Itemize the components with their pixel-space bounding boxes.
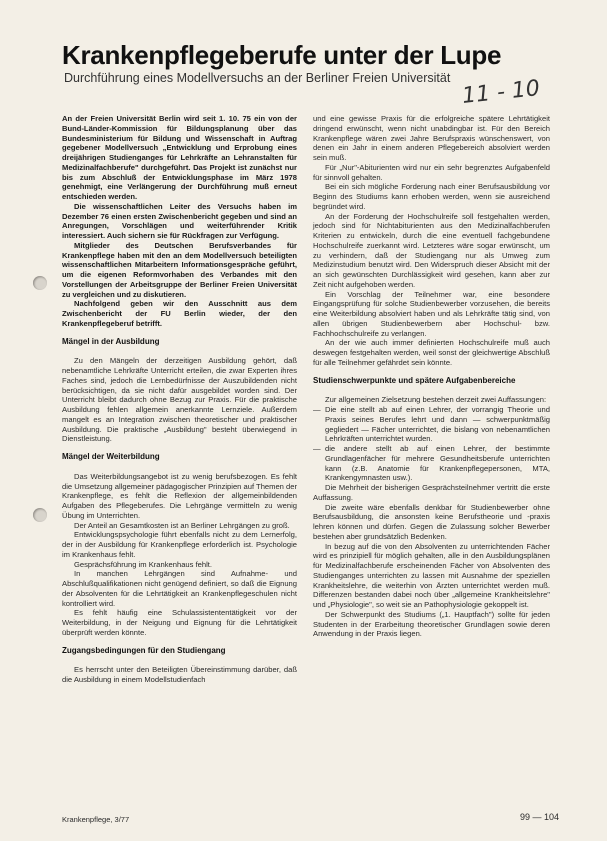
body-paragraph: Ein Vorschlag der Teilnehmer war, eine besondere Eingangsprüfung für solche Studienbewerber vorzusehen, die bereits eine Weiterbildung absolviert haben und als Lehrkräfte tätig sind, von allen übrigen Studienbewerbern aber Hochschul- bzw. Fachhochschulreife zu verlangen. [313,289,550,338]
footer-source: Krankenpflege, 3/77 [62,815,130,824]
body-paragraph: Es fehlt häufig eine Schulassistententätigkeit vor der Weiterbildung, in der Neigung und Eignung für die Lehrtätigkeit überprüft werden könnte. [62,608,297,637]
body-paragraph: An der Forderung der Hochschulreife soll festgehalten werden, jedoch sind für Nichtabiturienten aus den Medizinalfachberufen Kriterien zu entwickeln, durch die eine eventuell fachgebundene Hochschulreife zuerkannt wird. Letzteres wäre sogar erwünscht, um zu verhindern, daß der Studiengang nur als Umweg zum Medizinstudium benutzt wird. Den Widerspruch dieser Absicht mit der an sich gewünschten Durchlässigkeit wird gesehen, kann aber zur Zeit nicht aufgehoben werden. [313,211,550,289]
section-heading: Zugangsbedingungen für den Studiengang [62,645,226,655]
body-paragraph: Zu den Mängeln der derzeitigen Ausbildung gehört, daß nebenamtliche Lehrkräfte Unterricht erteilen, die zwar Experten ihres Faches sind, jedoch die Lernbedürfnisse der Auszubildenden nicht berücksichtigen, da sie nicht dafür ausgebildet worden sind. Der Unterricht bleibt dadurch ohne Bezug zur Praxis. Für die praktische Ausbildung fehlen allgemein anerkannte Lernziele. Außerdem mangelt es an Integration zwischen theoretischer und praktischer Ausbildung. Die praktische „Ausbildung" besteht überwiegend in Dienstleistung. [62,356,297,444]
body-paragraph: Das Weiterbildungsangebot ist zu wenig berufsbezogen. Es fehlt die Umsetzung allgemeiner pädagogischer Prinzipien auf Themen der Krankenpflege, es fehlt die Reflexion der allgemeinbildenden Aufgaben des Pflegeberufes. Die Lehrgänge vermitteln zu wenig Übung im Unterrichten. [62,471,297,520]
body-paragraph: Gesprächsführung im Krankenhaus fehlt. [74,559,213,569]
left-column [62,114,297,685]
intro-paragraph: Die wissenschaftlichen Leiter des Versuchs haben im Dezember 76 einen ersten Zwischenbericht gegeben und sind an Anregungen, Vorschlägen und weiterführender Kritik interessiert. Auch sichern sie für Rückfragen zur Verfügung. [62,201,297,240]
body-paragraph: In bezug auf die von den Absolventen zu unterrichtenden Fächer wird es prinzipiell für möglich gehalten, alle in den Ausbildungsplänen für Medizinalfachberufe erscheinenden Fächer von Absolventen des Studienganges unterrichten zu lassen mit Ausnahme der speziellen Krankheitslehre, die weiterhin von Ärzten unterrichtet werden muß. Differenzen bestanden dabei noch über „allgemeine Krankheitslehre" und „Physiologie", so weit sie an Pathophysiologie gekoppelt ist. [313,541,550,609]
body-paragraph: Die Mehrheit der bisherigen Gesprächsteilnehmer vertritt die erste Auffassung. [313,483,550,502]
list-item: — die andere stellt ab auf einen Lehrer, der bestimmte Grundlagenfächer für mehrere Gesundheitsberufe unterrichten kann (z.B. Anatomie für Krankenpflegepersonen, MTA, Krankengymnasten usw.). [325,444,550,483]
body-paragraph: An der wie auch immer definierten Hochschulreife muß auch deswegen festgehalten werden, weil sonst der gleichwertige Abschluß für alle Teilnehmer gefährdet sein könnte. [313,338,550,367]
body-paragraph: Bei ein sich mögliche Forderung nach einer Berufsausbildung vor Beginn des Studiums kann erhoben werden, wenn sie ausreichend begründet wird. [313,182,550,211]
dash-list [313,405,550,483]
body-paragraph: und eine gewisse Praxis für die erfolgreiche spätere Lehrtätigkeit dringend erwünscht, wenn nicht unabdingbar ist. Für den Bereich Krankenpflege wären zwei Jahre Berufspraxis wünschenswert, von denen ein Jahr in einem anderen Pflegebereich absolviert werden sein muß. [313,114,550,162]
intro-paragraph: An der Freien Universität Berlin wird seit 1. 10. 75 ein von der Bund-Länder-Kommission für Bildungsplanung über das Bundesministerium für Bildung und Wissenschaft in Auftrag gegebener Modellversuch „Entwicklung und Erprobung eines dreijährigen Studienganges für Lehrkräfte an Lehranstalten für Medizinalfachberufe" durchgeführt. Das Projekt ist zunächst nur bis zum Abschluß der Entwicklungsphase im März 1978 genehmigt, eine Verlängerung der Durchführung muß erneut entschieden werden. [62,114,297,201]
body-paragraph: Die zweite wäre ebenfalls denkbar für Studienbewerber ohne Berufsausbildung, die ansonsten keine Berufstheorie und -praxis lehren können und dürfen. Gegen die Zulassung solcher Bewerber bestehen aber grundsätzlich Bedenken. [313,502,550,541]
footer-page-number: 99 — 104 [520,812,560,822]
section-heading: Mängel in der Ausbildung [62,336,160,346]
right-column [313,114,550,639]
handwritten-note: 11 - 10 [460,75,542,110]
punch-hole [33,276,47,290]
body-paragraph: In manchen Lehrgängen sind Aufnahme- und Abschlußqualifikationen nicht genügend definiert, so daß die Eignung der Absolventen für die Lehrtätigkeit an Krankenpflegeschulen nicht kontrolliert wird. [62,569,297,608]
body-paragraph: Der Anteil an Gesamtkosten ist an Berliner Lehrgängen zu groß. [74,520,290,530]
section-heading: Mängel der Weiterbildung [62,452,160,461]
section-heading: Studienschwerpunkte und spätere Aufgabenbereiche [313,375,516,385]
body-paragraph: Es herrscht unter den Beteiligten Übereinstimmung darüber, daß die Ausbildung in einem Modellstudienfach [62,665,297,684]
article-subtitle: Durchführung eines Modellversuchs an der Berliner Freien Universität [64,71,451,85]
body-paragraph: Zur allgemeinen Zielsetzung bestehen derzeit zwei Auffassungen: [325,395,547,405]
list-item: — Die eine stellt ab auf einen Lehrer, der vorrangig Theorie und Praxis seines Berufes lehrt und dann — schwerpunktmäßig gegliedert — Fächer unterrichtet, die bislang von nebenamtlichen Lehrkräften unterrichtet wurden. [325,405,550,444]
body-paragraph: Der Schwerpunkt des Studiums („1. Hauptfach") sollte für jeden Studenten in der Erarbeitung theoretischer Grundlagen sowie deren Anwendung in der Praxis liegen. [313,609,550,639]
body-paragraph: Entwicklungspsychologie führt ebenfalls nicht zu dem Lernerfolg, der in der Ausbildung für Krankenpflege erforderlich ist. Psychologie im Krankenhaus fehlt. [62,530,297,559]
intro-paragraph: Nachfolgend geben wir den Ausschnitt aus dem Zwischenbericht der FU Berlin wieder, der den Krankenpflegeberuf betrifft. [62,299,297,328]
body-paragraph: Für „Nur"-Abiturienten wird nur ein sehr begrenztes Aufgabenfeld für sinnvoll gehalten. [313,162,550,182]
article-title: Krankenpflegeberufe unter der Lupe [62,40,502,70]
punch-hole [33,508,47,522]
intro-paragraph: Mitglieder des Deutschen Berufsverbandes für Krankenpflege haben mit den an dem Modellversuch beteiligten wissenschaftlichen Mitarbeitern Informationsgespräche geführt, um die eigenen Reformvorhaben des Verbandes mit den Vorstellungen der Arbeitsgruppe der Berliner Freien Universität zu vergleichen und zu diskutieren. [62,240,297,299]
